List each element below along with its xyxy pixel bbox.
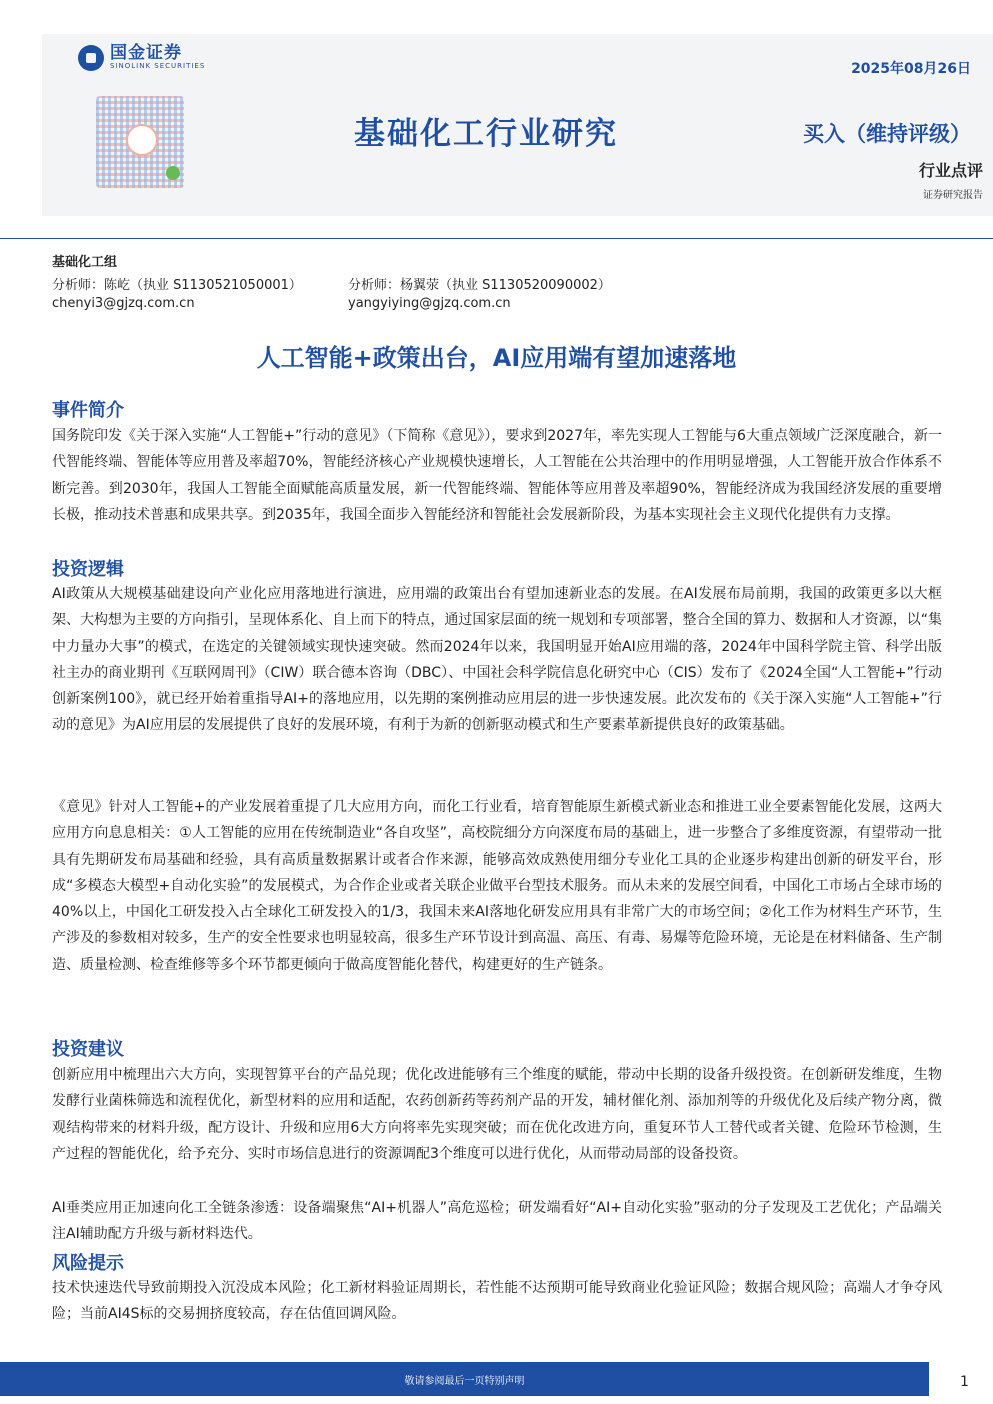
section-risk-paragraph: 技术快速迭代导致前期投入沉没成本风险；化工新材料验证周期长，若性能不达预期可能导致商业化验证风险；数据合规风险；高端人才争夺风险；当前AI4S标的交易拥挤度较高，存在估值回调风险。 <box>52 1280 942 1323</box>
qr-center-badge <box>126 124 158 156</box>
footer-notice: 敬请参阅最后一页特别声明 <box>404 1376 525 1387</box>
section-heading-logic: 投资逻辑 <box>52 559 124 580</box>
page-number: 1 <box>960 1374 969 1390</box>
logo-name-en: SINOLINK SECURITIES <box>110 62 206 70</box>
document-title: 人工智能+政策出台，AI应用端有望加速落地 <box>256 344 737 372</box>
logo-name-cn: 国金证券 <box>110 43 182 63</box>
logo-icon <box>78 45 104 71</box>
report-type: 行业点评 <box>918 161 983 180</box>
section-logic-paragraph-1: AI政策从大规模基础建设向产业化应用落地进行演进，应用端的政策出台有望加速新业态的发展。在AI发展布局前期，我国的政策更多以大框架、大构想为主要的方向指引，呈现体系化、自上而下的特点，通过国家层面的统一规划和专项部署，整合全国的算力、数据和人才资源，以“集中力量办大事”的模式，在选定的关键领域实现快速突破。然而2024年以来，我国明显开始AI应用端的落，2024年中国科学院主管、科学出版社主办的商业期刊《互联网周刊》（CIW）联合德本咨询（DBC）、中国社会科学院信息化研究中心（CIS）发布了《2024全国“人工智能+”行动创新案例100》，就已经开始着重指导AI+的落地应用，以先期的案例推动应用层的进一步快速发展。此次发布的《关于深入实施“人工智能+”行动的意见》为AI应用层的发展提供了良好的发展环境，有利于为新的创新驱动模式和生产要素革新提供良好的政策基础。 <box>52 586 942 734</box>
report-date: 2025年08月26日 <box>851 61 971 77</box>
analyst-2-email[interactable]: yangyiying@gjzq.com.cn <box>348 296 511 311</box>
analyst-1-email[interactable]: chenyi3@gjzq.com.cn <box>52 296 195 311</box>
header-divider <box>0 238 993 239</box>
analyst-1: 分析师：陈屹（执业 S1130521050001） <box>52 278 302 293</box>
report-subtype: 证券研究报告 <box>923 190 983 201</box>
qr-corner-dot <box>166 166 180 180</box>
report-title: 基础化工行业研究 <box>354 116 618 152</box>
section-heading-advice: 投资建议 <box>52 1039 124 1060</box>
section-logic-paragraph-2: 《意见》针对人工智能+的产业发展着重提了几大应用方向，而化工行业看，培育智能原生新模式新业态和推进工业全要素智能化发展，这两大应用方向息息相关：①人工智能的应用在传统制造业“各自攻坚”，高校院细分方向深度布局的基础上，进一步整合了多维度资源，有望带动一批具有先期研发布局基础和经验，具有高质量数据累计或者合作来源，能够高效成熟使用细分专业化工具的企业逐步构建出创新的研发平台，形成“多模态大模型+自动化实验”的发展模式，为合作企业或者关联企业做平台型技术服务。而从未来的发展空间看，中国化工市场占全球市场的40%以上，中国化工研发投入占全球化工研发投入的1/3，我国未来AI落地化研发应用具有非常广大的市场空间；②化工作为材料生产环节，生产涉及的参数相对较多，生产的安全性要求也明显较高，很多生产环节设计到高温、高压、有毒、易爆等危险环境，无论是在材料储备、生产制造、质量检测、检查维修等多个环节都更倾向于做高度智能化替代，构建更好的生产链条。 <box>52 799 942 973</box>
company-logo <box>78 44 205 71</box>
team-name: 基础化工组 <box>52 255 118 270</box>
section-heading-risk: 风险提示 <box>52 1253 124 1274</box>
qr-code-icon <box>96 96 184 188</box>
section-advice-paragraph-2: AI垂类应用正加速向化工全链条渗透：设备端聚焦“AI+机器人”高危巡检；研发端看好“AI+自动化实验”驱动的分子发现及工艺优化；产品端关注AI辅助配方升级与新材料迭代。 <box>52 1200 942 1243</box>
section-heading-event: 事件简介 <box>52 400 124 421</box>
section-event-paragraph: 国务院印发《关于深入实施“人工智能+”行动的意见》（下简称《意见》），要求到2027年，率先实现人工智能与6大重点领域广泛深度融合，新一代智能终端、智能体等应用普及率超70%，智能经济核心产业规模快速增长，人工智能在公共治理中的作用明显增强，人工智能开放合作体系不断完善。到2030年，我国人工智能全面赋能高质量发展，新一代智能终端、智能体等应用普及率超90%，智能经济成为我国经济发展的重要增长极，推动技术普惠和成果共享。到2035年，我国全面步入智能经济和智能社会发展新阶段，为基本实现社会主义现代化提供有力支撑。 <box>52 428 942 523</box>
section-advice-paragraph-1: 创新应用中梳理出六大方向，实现智算平台的产品兑现；优化改进能够有三个维度的赋能，带动中长期的设备升级投资。在创新研发维度，生物发酵行业菌株筛选和流程优化，新型材料的应用和适配，农药创新药等药剂产品的开发，辅材催化剂、添加剂等的升级优化及后续产物分离，微观结构带来的材料升级，配方设计、升级和应用6大方向将率先实现突破；而在优化改进方向，重复环节人工替代或者关键、危险环节检测，生产过程的智能优化，给予充分、实时市场信息进行的资源调配3个维度可以进行优化，从而带动局部的设备投资。 <box>52 1067 942 1162</box>
rating-label: 买入（维持评级） <box>803 122 971 146</box>
analyst-2: 分析师：杨翼荥（执业 S1130520090002） <box>348 278 611 293</box>
